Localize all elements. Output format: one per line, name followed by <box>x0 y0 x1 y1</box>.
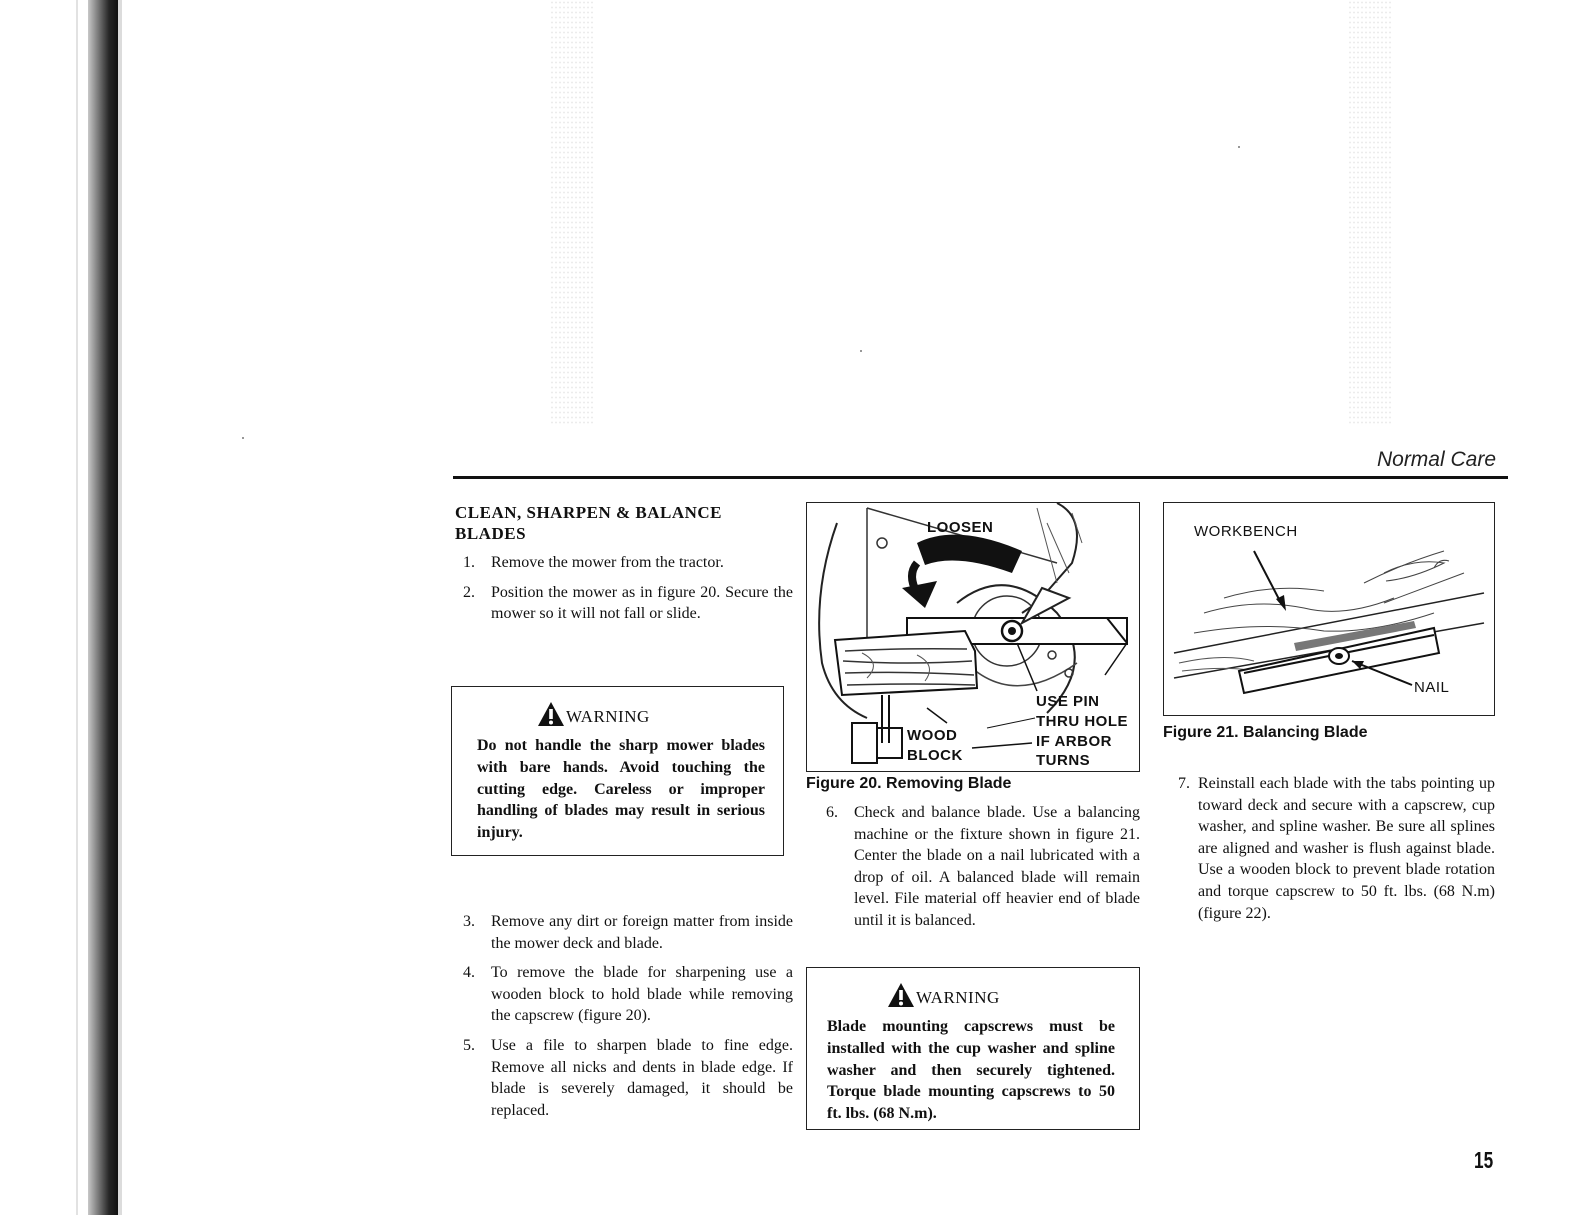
step-item <box>455 911 793 954</box>
callout-if-arbor: IF ARBOR <box>1036 733 1112 750</box>
step-number: 6. <box>826 804 838 821</box>
callout-block: BLOCK <box>907 747 963 764</box>
step-number: 3. <box>463 913 475 930</box>
warning-triangle-icon <box>537 701 565 727</box>
warning-box-blades <box>451 686 784 856</box>
callout-workbench: WORKBENCH <box>1194 523 1298 540</box>
step-text: To remove the blade for sharpening use a wooden block to hold blade while removing the capscrew (figure 20). <box>491 964 793 1025</box>
page-binding-shadow <box>88 0 118 1215</box>
step-text: Remove the mower from the tractor. <box>491 554 724 571</box>
column-right <box>1170 773 1495 932</box>
step-item <box>455 962 793 1027</box>
page-number: 15 <box>1474 1147 1494 1173</box>
warning-triangle-icon <box>887 982 915 1008</box>
step-number: 5. <box>463 1036 475 1054</box>
figure-21-illustration <box>1163 502 1495 716</box>
warning-title: WARNING <box>566 707 650 726</box>
step-item <box>455 582 793 625</box>
figure-21-caption: Figure 21. Balancing Blade <box>1163 724 1368 741</box>
warning-box-capscrews <box>806 967 1140 1130</box>
section-title: Normal Care <box>1376 448 1496 471</box>
step-number: 2. <box>463 583 475 601</box>
step-text: Position the mower as in figure 20. Secure the mower so it will not fall or slide. <box>491 583 793 623</box>
page-binding-highlight <box>118 0 122 1215</box>
step-text: Remove any dirt or foreign matter from inside the mower deck and blade. <box>491 913 793 952</box>
step-number: 1. <box>463 554 475 571</box>
scan-speck <box>242 437 244 439</box>
callout-nail: NAIL <box>1414 679 1450 696</box>
callout-wood: WOOD <box>907 727 958 744</box>
step-number: 4. <box>463 964 475 982</box>
warning-text: Blade mounting capscrews must be installed with the cup washer and spline washer and then securely tightened. Torque blade mounting capscrews to 50 ft. lbs. (68 N.m). <box>827 1018 1115 1123</box>
column-left <box>455 502 793 633</box>
callout-turns: TURNS <box>1036 752 1091 769</box>
step-item <box>455 552 793 574</box>
warning-title-row <box>827 982 1115 1008</box>
warning-title-row <box>477 701 765 727</box>
column-left-continued <box>455 911 793 1129</box>
step-text: Check and balance blade. Use a balancing machine or the fixture shown in figure 21. Center the blade on a nail lubricated with a drop of oil. A balanced blade will remain level. File material off heavier end of blade until it is balanced. <box>854 804 1140 929</box>
step-item <box>818 802 1140 932</box>
step-number: 7. <box>1178 775 1190 792</box>
step-text: Reinstall each blade with the tabs pointing up toward deck and secure with a capscrew, cup washer, and spline washer. Be sure all splines are aligned and washer is flush against blade. Use a wooden block to prevent blade rotation and torque capscrew to 50 ft. lbs. (68 N.m) (figure 22). <box>1198 775 1495 922</box>
column-middle <box>818 802 1140 940</box>
figure-20-illustration <box>806 502 1140 772</box>
warning-title: WARNING <box>916 988 1000 1007</box>
warning-text: Do not handle the sharp mower blades with bare hands. Avoid touching the cutting edge. Careless or improper handling of blades may result in serious injury. <box>477 737 765 842</box>
section-heading <box>455 502 793 544</box>
step-text: Use a file to sharpen blade to fine edge. Remove all nicks and dents in blade edge. If blade is severely damaged, it should be replaced. <box>491 1036 793 1119</box>
bleed-through-dots <box>1348 0 1393 425</box>
section-heading-line2: BLADES <box>455 524 527 543</box>
step-item <box>1170 773 1495 924</box>
scan-edge-line <box>76 0 78 1215</box>
bleed-through-dots <box>550 0 595 425</box>
step-item <box>455 1035 793 1121</box>
section-heading-line1: CLEAN, SHARPEN & BALANCE <box>455 503 723 522</box>
callout-use-pin: USE PIN <box>1036 693 1100 710</box>
scan-speck <box>860 350 862 352</box>
callout-loosen: LOOSEN <box>927 519 994 536</box>
figure-20-caption: Figure 20. Removing Blade <box>806 775 1012 792</box>
header-rule <box>453 476 1508 479</box>
scan-speck <box>1238 146 1240 148</box>
callout-thru-hole: THRU HOLE <box>1036 713 1128 730</box>
